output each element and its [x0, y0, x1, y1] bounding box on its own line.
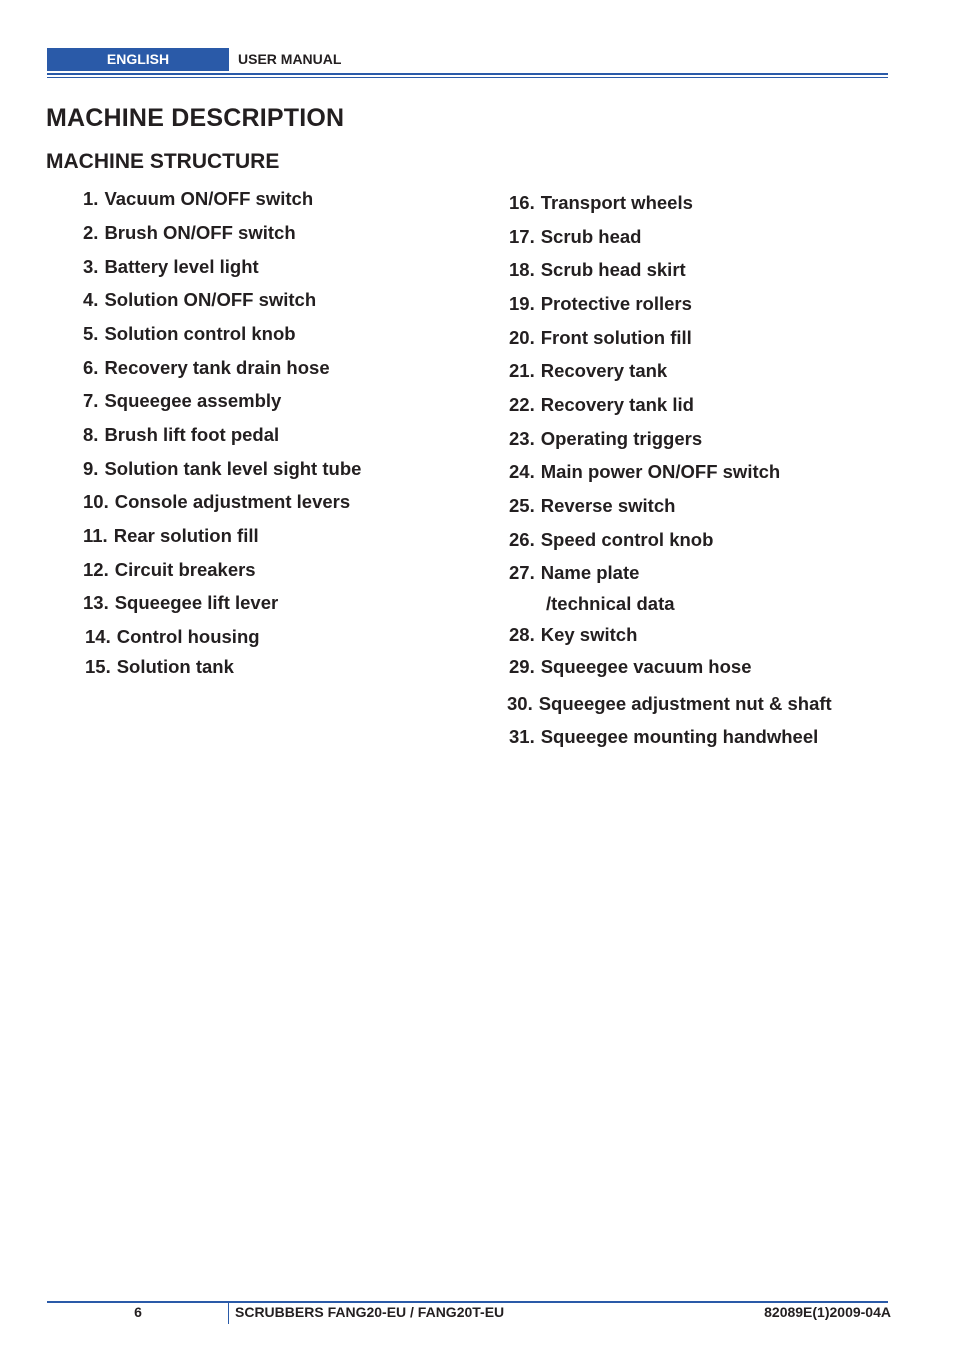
item-label: Solution ON/OFF switch	[104, 289, 317, 310]
list-item	[509, 394, 694, 416]
item-label: Front solution fill	[540, 327, 692, 348]
page-number: 6	[134, 1304, 142, 1320]
list-item-continuation: /technical data	[546, 593, 675, 614]
item-label: Recovery tank	[540, 360, 668, 381]
list-item	[83, 222, 296, 244]
item-number: 3.	[83, 256, 99, 277]
document-type-label: USER MANUAL	[238, 51, 342, 67]
list-item	[83, 357, 330, 379]
list-item	[83, 390, 281, 412]
list-item	[509, 495, 675, 517]
header-divider-thin	[47, 77, 888, 78]
item-number: 22.	[509, 394, 535, 415]
item-number: 9.	[83, 458, 99, 479]
item-label: Name plate	[540, 562, 640, 583]
list-item	[509, 726, 818, 748]
list-item	[83, 424, 279, 446]
item-number: 26.	[509, 529, 535, 550]
item-label: Scrub head skirt	[540, 259, 686, 280]
list-item	[509, 656, 752, 678]
list-item	[509, 461, 780, 483]
item-number: 29.	[509, 656, 535, 677]
item-label: Circuit breakers	[114, 559, 256, 580]
item-label: Speed control knob	[540, 529, 714, 550]
item-label: Squeegee adjustment nut & shaft	[538, 693, 832, 714]
item-label: Squeegee vacuum hose	[540, 656, 752, 677]
item-label: Main power ON/OFF switch	[540, 461, 781, 482]
list-item	[83, 559, 256, 581]
item-label: Squeegee lift lever	[114, 592, 279, 613]
list-item	[85, 626, 260, 648]
list-item	[509, 428, 702, 450]
list-item	[83, 188, 313, 210]
document-code: 82089E(1)2009-04A	[764, 1304, 891, 1320]
list-item	[85, 656, 234, 678]
list-item	[83, 525, 259, 547]
list-item	[509, 529, 713, 551]
list-item	[509, 293, 692, 315]
item-number: 17.	[509, 226, 535, 247]
list-item	[509, 562, 639, 584]
item-number: 23.	[509, 428, 535, 449]
list-item	[509, 192, 693, 214]
product-name: SCRUBBERS FANG20-EU / FANG20T-EU	[235, 1304, 505, 1320]
item-label: Solution tank level sight tube	[104, 458, 362, 479]
section-title: MACHINE STRUCTURE	[46, 150, 280, 173]
item-number: 27.	[509, 562, 535, 583]
item-label: Reverse switch	[540, 495, 676, 516]
item-number: 16.	[509, 192, 535, 213]
item-number: 28.	[509, 624, 535, 645]
item-label: Protective rollers	[540, 293, 692, 314]
item-number: 6.	[83, 357, 99, 378]
item-number: 30.	[507, 693, 533, 714]
list-item	[83, 256, 259, 278]
item-label: Brush lift foot pedal	[104, 424, 280, 445]
item-number: 15.	[85, 656, 111, 677]
header-divider	[47, 73, 888, 75]
item-number: 10.	[83, 491, 109, 512]
list-item	[509, 327, 692, 349]
item-number: 1.	[83, 188, 99, 209]
page-title: MACHINE DESCRIPTION	[46, 104, 345, 132]
item-number: 8.	[83, 424, 99, 445]
list-item	[509, 259, 686, 281]
item-number: 13.	[83, 592, 109, 613]
language-tab: ENGLISH	[47, 48, 229, 71]
item-number: 25.	[509, 495, 535, 516]
item-label: Vacuum ON/OFF switch	[104, 188, 314, 209]
item-label: Battery level light	[104, 256, 259, 277]
item-number: 5.	[83, 323, 99, 344]
item-label: Solution control knob	[104, 323, 296, 344]
item-number: 12.	[83, 559, 109, 580]
item-label: Squeegee mounting handwheel	[540, 726, 819, 747]
footer-divider	[47, 1301, 888, 1303]
list-item	[509, 360, 667, 382]
item-label: Operating triggers	[540, 428, 703, 449]
item-label: Scrub head	[540, 226, 642, 247]
list-item	[83, 491, 350, 513]
list-item	[509, 226, 641, 248]
item-number: 24.	[509, 461, 535, 482]
item-label: Console adjustment levers	[114, 491, 351, 512]
item-number: 11.	[83, 525, 108, 546]
list-item	[509, 624, 637, 646]
item-label: Control housing	[116, 626, 260, 647]
item-number: 18.	[509, 259, 535, 280]
item-number: 2.	[83, 222, 99, 243]
list-item	[83, 458, 361, 480]
item-label: Brush ON/OFF switch	[104, 222, 296, 243]
item-label: Solution tank	[116, 656, 234, 677]
item-number: 4.	[83, 289, 99, 310]
item-label: Recovery tank drain hose	[104, 357, 330, 378]
item-label: Rear solution fill	[113, 525, 259, 546]
list-item	[83, 289, 316, 311]
item-number: 31.	[509, 726, 535, 747]
list-item	[507, 693, 832, 715]
item-number: 7.	[83, 390, 99, 411]
item-label: Recovery tank lid	[540, 394, 694, 415]
list-item	[83, 323, 296, 345]
item-label: Transport wheels	[540, 192, 693, 213]
list-item	[83, 592, 278, 614]
item-number: 21.	[509, 360, 535, 381]
item-number: 20.	[509, 327, 535, 348]
item-number: 19.	[509, 293, 535, 314]
item-label: Squeegee assembly	[104, 390, 282, 411]
item-number: 14.	[85, 626, 111, 647]
item-label: Key switch	[540, 624, 638, 645]
